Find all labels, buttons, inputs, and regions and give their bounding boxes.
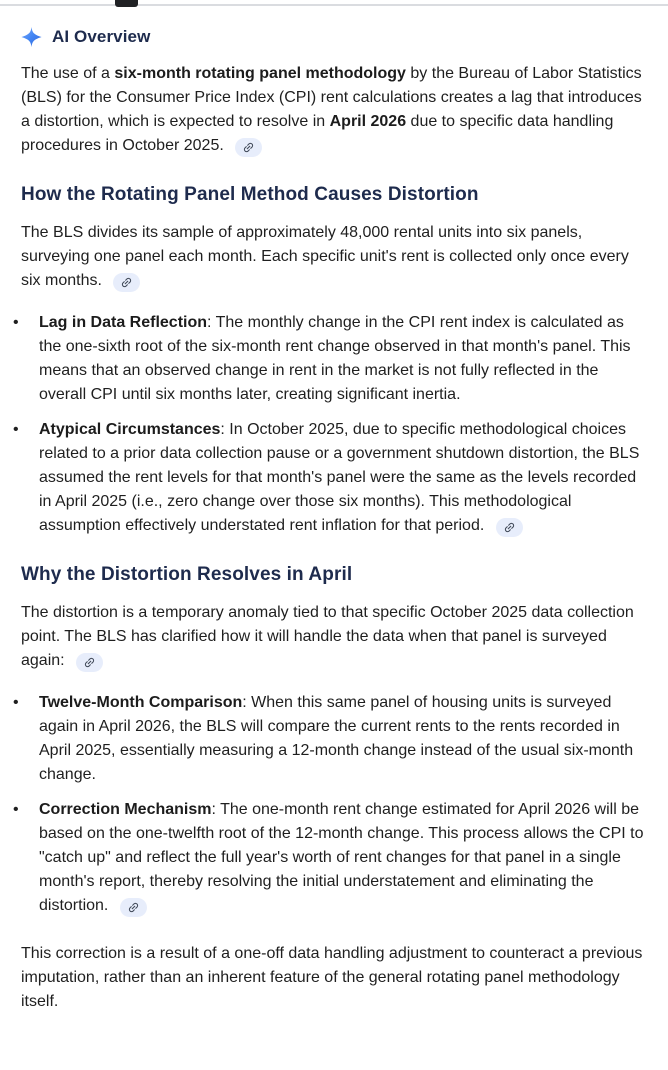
text-run: The distortion is a temporary anomaly tied to that specific October 2025 data collection point. The BLS has clarified how it will handle the data when that panel is surveyed again:: [21, 604, 634, 669]
text-run: : When this same panel of housing units is surveyed again in April 2026, the BLS will compare the current rents to the rents recorded in April 2025, essentially measuring a 12-month change instead of the usual six-month change.: [39, 694, 634, 783]
text-run: The use of a: [21, 65, 115, 82]
citation-chip[interactable]: [76, 653, 103, 672]
link-icon: [503, 521, 516, 534]
bullet-marker: •: [13, 421, 19, 438]
bullet-marker: •: [13, 694, 19, 711]
bullet-list: [0, 691, 648, 918]
list-item-text: [39, 311, 648, 407]
list-item-text: [39, 798, 648, 918]
tab-bar-divider: [0, 4, 668, 6]
bullet-marker: •: [13, 314, 19, 331]
paragraph: [21, 221, 648, 293]
link-icon: [127, 901, 140, 914]
link-icon: [242, 141, 255, 154]
paragraph: [21, 942, 648, 1014]
bullet-list: [0, 311, 648, 538]
bold-text: Lag in Data Reflection: [39, 314, 208, 331]
ai-overview-content: [0, 62, 668, 1014]
list-item-text: [39, 691, 648, 787]
list-item-text: [39, 418, 648, 538]
top-strip: [0, 0, 668, 8]
text-run: The BLS divides its sample of approximately 48,000 rental units into six panels, surveying one panel each month. Each specific unit's rent is collected only once every six months.: [21, 224, 629, 289]
citation-chip[interactable]: [235, 138, 262, 157]
bold-text: April 2026: [329, 113, 407, 130]
bold-text: Twelve-Month Comparison: [39, 694, 243, 711]
bold-text: Correction Mechanism: [39, 801, 212, 818]
citation-chip[interactable]: [496, 518, 523, 537]
link-icon: [83, 656, 96, 669]
text-run: : The monthly change in the CPI rent index is calculated as the one-sixth root of the six-month rent change observed in that month's panel. This means that an observed change in rent in the market is not fully reflected in the overall CPI until six months later, creating significant inertia.: [39, 314, 631, 403]
citation-chip[interactable]: [113, 273, 140, 292]
text-run: : The one-month rent change estimated for April 2026 will be based on the one-twelfth root of the 12-month change. This process allows the CPI to "catch up" and reflect the full year's worth of rent changes for that panel in a single month's report, thereby resolving the initial understatement and eliminating the distortion.: [39, 801, 644, 914]
paragraph: [21, 62, 648, 158]
bullet-marker: •: [13, 801, 19, 818]
text-run: This correction is a result of a one-off data handling adjustment to counteract a previous imputation, rather than an inherent feature of the general rotating panel methodology itself.: [21, 945, 643, 1010]
section-heading: How the Rotating Panel Method Causes Distortion: [21, 184, 479, 205]
ai-overview-title: AI Overview: [52, 27, 151, 46]
active-tab-indicator[interactable]: [115, 0, 138, 7]
gemini-sparkle-icon: [21, 26, 42, 48]
link-icon: [120, 276, 133, 289]
list-item: [0, 798, 648, 918]
text-run: due to specific data handling procedures in October 2025.: [21, 113, 614, 154]
list-item: [0, 691, 648, 787]
list-item: [0, 311, 648, 407]
list-item: [0, 418, 648, 538]
text-run: : In October 2025, due to specific methodological choices related to a prior data collection pause or a government shutdown distortion, the BLS assumed the rent levels for that month's panel were the same as the levels recorded in April 2025 (i.e., zero change over those six months). This methodological assumption effectively understated rent inflation for that period.: [39, 421, 640, 534]
bold-text: six-month rotating panel methodology: [114, 65, 406, 82]
citation-chip[interactable]: [120, 898, 147, 917]
text-run: by the Bureau of Labor Statistics (BLS) for the Consumer Price Index (CPI) rent calculations creates a lag that introduces a distortion, which is expected to resolve in: [21, 65, 642, 130]
section-heading: Why the Distortion Resolves in April: [21, 564, 353, 585]
bold-text: Atypical Circumstances: [39, 421, 221, 438]
paragraph: [21, 601, 648, 673]
